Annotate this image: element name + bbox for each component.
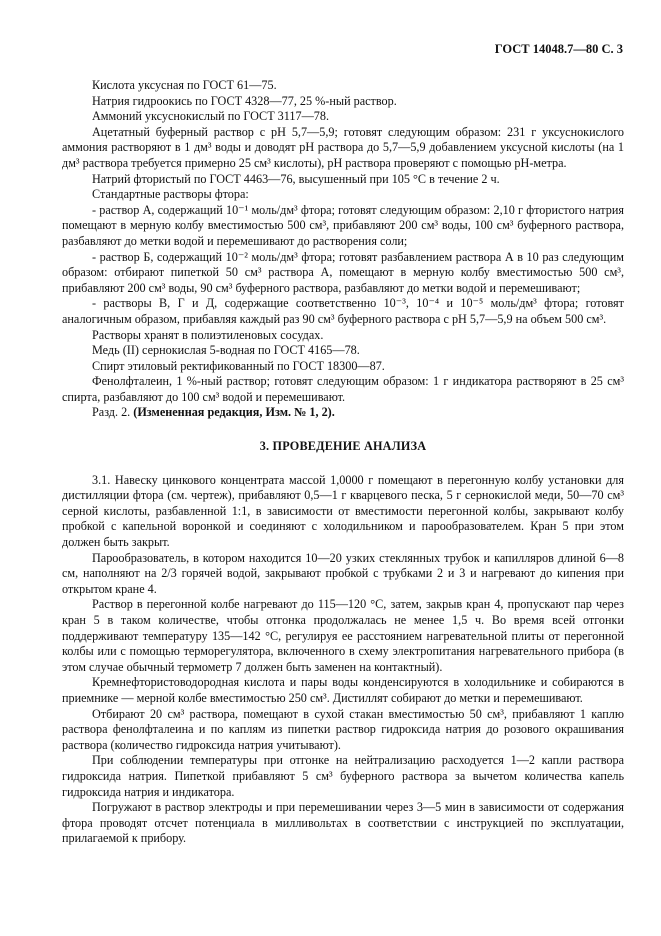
section-3-heading: 3. ПРОВЕДЕНИЕ АНАЛИЗА [259, 439, 427, 454]
paragraph: Кремнефтористоводородная кислота и пары воды конденсируются в холодильнике и собираются в приемнике — мерной колбе вместимостью 250 см³. Дистиллят собирают до метки и перемешивают. [62, 675, 624, 705]
paragraph: Погружают в раствор электроды и при перемешивании через 3—5 мин в зависимости от содержания фтора проводят отсчет потенциала в милливольтах в соответствии с инструкцией по эксплуатации, прилагаемой к прибору. [62, 800, 624, 846]
paragraph: Парообразователь, в котором находится 10—20 узких стеклянных трубок и капилляров длиной 6—8 см, наполняют на 2/3 горячей водой, закрывают пробкой с трубками 2 и 3 и нагревают до кипения при открытом кране 4. [62, 550, 624, 596]
paragraph: - раствор А, содержащий 10⁻¹ моль/дм³ фтора; готовят следующим образом: 2,10 г фтористого натрия помещают в мерную колбу вместимостью 500 см³, прибавляют 200 см³ воды, 100 см³ буферного раствора, разбавляют до метки водой и перемешивают до растворения соли; [62, 202, 624, 248]
section-2-reagents [62, 78, 624, 421]
section-3-analysis [62, 473, 624, 847]
paragraph: 3.1. Навеску цинкового концентрата массой 1,0000 г помещают в перегонную колбу установки для дистилляции фтора (см. чертеж), прибавляют 0,5—1 г кварцевого песка, 5 г сернокислой меди, 50—70 см³ серной кислоты, разбавленной 1:1, в зависимости от вместимости перегонной колбы, закрывают колбу пробкой с капельной воронкой и соединяют с холодильником и парообразователем. Кран 5 при этом должен быть закрыт. [62, 472, 624, 550]
paragraph: Медь (II) сернокислая 5-водная по ГОСТ 4165—78. [92, 343, 360, 358]
paragraph: Раствор в перегонной колбе нагревают до 115—120 °C, затем, закрыв кран 4, пропускают пар через кран 5 в таком количестве, чтобы отгонка продолжалась не менее 1,5 ч. Во время всей отгонки поддерживают температуру 135—142 °C, регулируя ее расстоянием нагревательной плиты от перегонной колбы или с помощью терморегулятора, включенного в схему электропитания нагревательного прибора (в этом случае обычный термометр 7 должен быть заменен на контактный). [62, 597, 624, 674]
revision-note [62, 405, 624, 421]
paragraph: Растворы хранят в полиэтиленовых сосудах. [92, 327, 324, 342]
revision-prefix: Разд. 2. [92, 405, 134, 420]
document-body [62, 78, 624, 847]
paragraph: Натрия гидроокись по ГОСТ 4328—77, 25 %-ный раствор. [92, 93, 397, 108]
paragraph: Стандартные растворы фтора: [92, 187, 249, 202]
revision-text: (Измененная редакция, Изм. № 1, 2). [133, 405, 335, 420]
page-header: ГОСТ 14048.7—80 С. 3 [494, 42, 623, 56]
paragraph: - растворы В, Г и Д, содержащие соответственно 10⁻³, 10⁻⁴ и 10⁻⁵ моль/дм³ фтора; готовят аналогичным образом, прибавляя каждый раз 90 см³ буферного раствора с pH 5,7—5,9 на объем 500 см³. [62, 296, 624, 326]
paragraph: Аммоний уксуснокислый по ГОСТ 3117—78. [92, 109, 330, 124]
paragraph: Спирт этиловый ректификованный по ГОСТ 18300—87. [92, 358, 385, 373]
paragraph: Кислота уксусная по ГОСТ 61—75. [92, 78, 277, 92]
paragraph: Фенолфталеин, 1 %-ный раствор; готовят следующим образом: 1 г индикатора растворяют в 25 см³ спирта, разбавляют до 100 см³ водой и перемешивают. [62, 374, 624, 404]
paragraph: Натрий фтористый по ГОСТ 4463—76, высушенный при 105 °C в течение 2 ч. [92, 171, 500, 186]
paragraph: Ацетатный буферный раствор с pH 5,7—5,9; готовят следующим образом: 231 г уксуснокислого аммония растворяют в 1 дм³ воды и доводят pH раствора до 5,7—5,9 добавлением уксусной кислоты (на 1 дм³ раствора требуется примерно 25 см³ кислоты), pH раствора проверяют с помощью pH-метра. [62, 124, 624, 170]
paragraph: Отбирают 20 см³ раствора, помещают в сухой стакан вместимостью 50 см³, прибавляют 1 каплю раствора фенолфталеина и по каплям из пипетки раствор гидроксида натрия до розового окрашивания раствора (количество гидроксида натрия учитывают). [62, 706, 624, 752]
paragraph: - раствор Б, содержащий 10⁻² моль/дм³ фтора; готовят разбавлением раствора А в 10 раз следующим образом: отбирают пипеткой 50 см³ раствора А, помещают в мерную колбу вместимостью 500 см³, прибавляют 200 см³ воды, 90 см³ буферного раствора, разбавляют до метки водой и перемешивают; [62, 249, 624, 295]
paragraph: При соблюдении температуры при отгонке на нейтрализацию расходуется 1—2 капли раствора гидроксида натрия. Пипеткой прибавляют 5 см³ буферного раствора за вычетом количества капель гидроксида натрия и индикатора. [62, 753, 624, 799]
